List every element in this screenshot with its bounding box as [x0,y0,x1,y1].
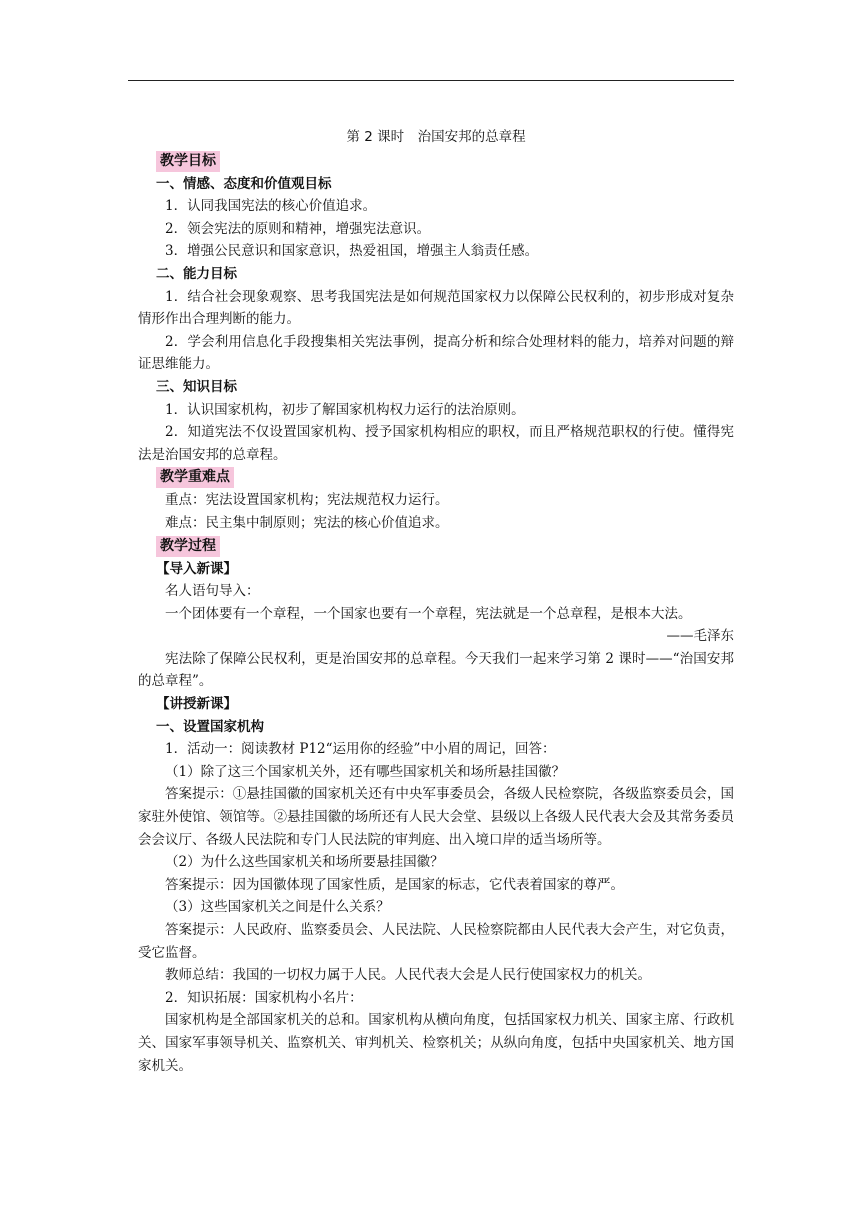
paragraph: 名人语句导入： [165,583,260,600]
section-tag-goals: 教学目标 [156,151,220,172]
question: （1）除了这三个国家机关外，还有哪些国家机关和场所悬挂国徽？ [165,763,566,780]
paragraph: 1．活动一：阅读教材 P12“运用你的经验”中小眉的周记，回答： [165,741,556,758]
heading-knowledge: 三、知识目标 [156,378,237,395]
quote: 一个团体要有一个章程，一个国家也要有一个章程，宪法就是一个总章程，是根本大法。 [165,605,692,622]
question: （2）为什么这些国家机关和场所要悬挂国徽？ [165,854,444,871]
list-item: 2．知道宪法不仅设置国家机构、授予国家机构相应的职权，而且严格规范职权的行使。懂得宪法是治国安邦的总章程。 [138,424,734,463]
paragraph: 国家机构是全部国家机关的总和。国家机构从横向角度，包括国家权力机关、国家主席、行政机关、国家军事领导机关、监察机关、审判机关、检察机关；从纵向角度，包括中央国家机关、地方国家机关。 [138,1012,734,1074]
list-item: 2．领会宪法的原则和精神，增强宪法意识。 [165,220,431,237]
list-item: 1．认同我国宪法的核心价值追求。 [165,198,377,215]
heading-intro: 【导入新课】 [156,560,237,577]
heading-ability: 二、能力目标 [156,265,237,282]
page-title: 第 2 课时 治国安邦的总章程 [346,129,526,145]
section-tag-process: 教学过程 [156,536,220,557]
list-item: 1．认识国家机构，初步了解国家机构权力运行的法治原则。 [165,401,525,418]
key-point: 重点：宪法设置国家机构；宪法规范权力运行。 [165,492,449,509]
heading-teach: 【讲授新课】 [156,696,237,713]
header-rule [128,80,734,81]
heading-part1: 一、设置国家机构 [156,718,264,735]
section-tag-key-points: 教学重难点 [156,467,234,488]
list-item: 3．增强公民意识和国家意识，热爱祖国，增强主人翁责任感。 [165,243,539,260]
quote-author: ——毛泽东 [666,628,734,645]
list-item: 2．学会利用信息化手段搜集相关宪法事例，提高分析和综合处理材料的能力，培养对问题的辩证思维能力。 [138,333,734,373]
lesson-document [138,126,734,1077]
heading-emotion: 一、情感、态度和价值观目标 [156,175,332,192]
answer: 答案提示：人民政府、监察委员会、人民法院、人民检察院都由人民代表大会产生，对它负责，受它监督。 [138,922,734,961]
list-item: 1．结合社会现象观察、思考我国宪法是如何规范国家权力以保障公民权利的，初步形成对复杂情形作出合理判断的能力。 [138,288,734,328]
answer: 答案提示：因为国徽体现了国家性质，是国家的标志，它代表着国家的尊严。 [165,876,624,893]
paragraph: 2．知识拓展：国家机构小名片： [165,989,363,1006]
question: （3）这些国家机关之间是什么关系？ [165,899,390,916]
difficult-point: 难点：民主集中制原则；宪法的核心价值追求。 [165,514,449,531]
paragraph: 宪法除了保障公民权利，更是治国安邦的总章程。今天我们一起来学习第 2 课时——“治国安邦的总章程”。 [138,650,734,690]
answer: 答案提示：①悬挂国徽的国家机关还有中央军事委员会，各级人民检察院，各级监察委员会，国家驻外使馆、领馆等。②悬挂国徽的场所还有人民大会堂、县级以上各级人民代表大会及其常务委员会会议厅、各级人民法院和专门人民法院的审判庭、出入境口岸的适当场所等。 [138,786,734,848]
paragraph: 教师总结：我国的一切权力属于人民。人民代表大会是人民行使国家权力的机关。 [165,967,651,984]
